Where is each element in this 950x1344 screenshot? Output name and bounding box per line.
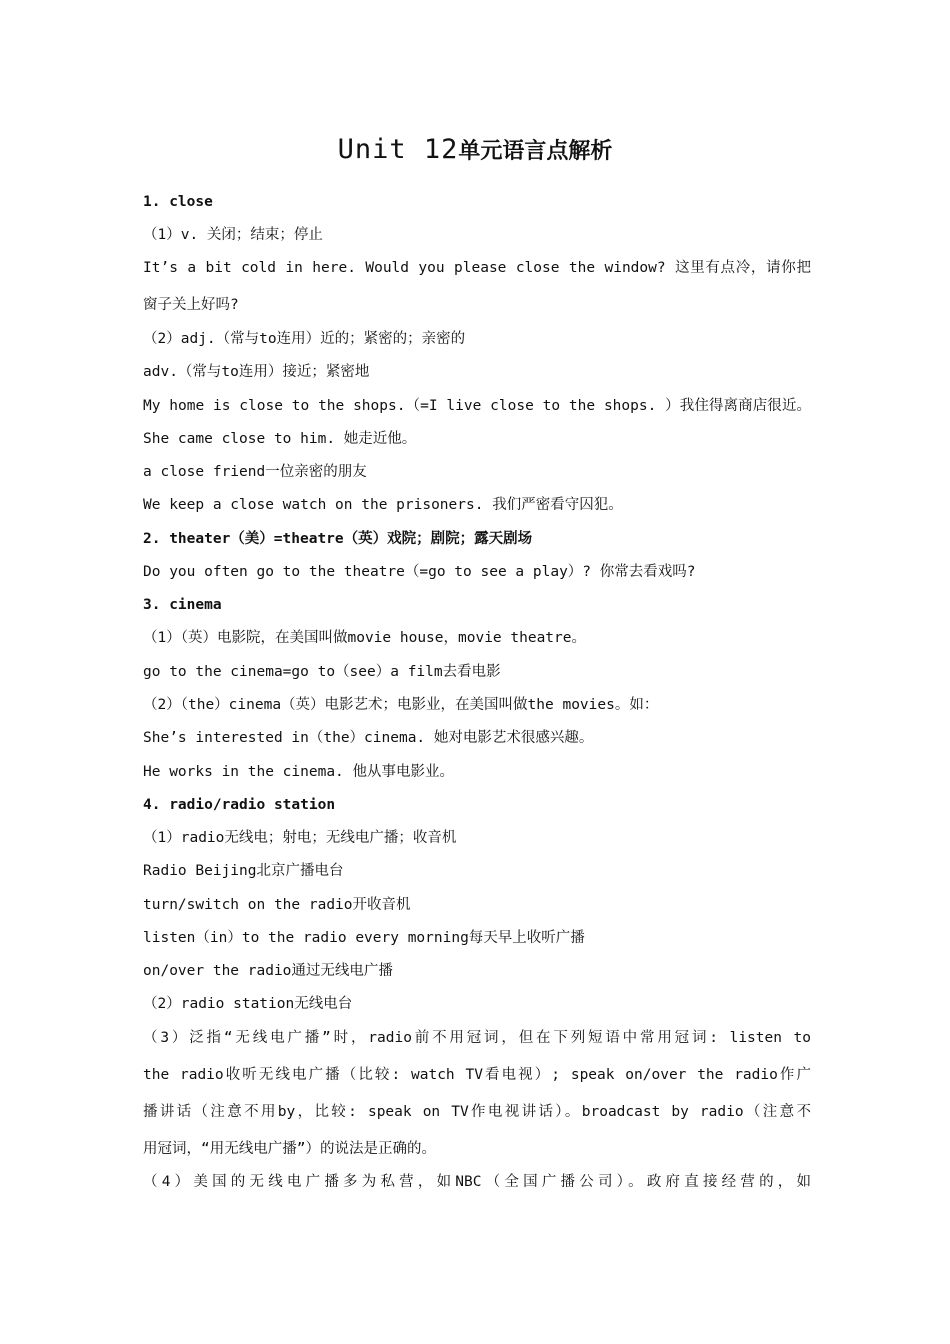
paragraph-line: go to the cinema=go to（see）a film去看电影 xyxy=(143,664,501,680)
paragraph-line: （1）（英）电影院，在美国叫做movie house，movie theatre。 xyxy=(143,630,586,646)
paragraph-line: （2）（the）cinema（英）电影艺术；电影业，在美国叫做the movies。如： xyxy=(143,697,659,713)
title-subtitle: 单元语言点解析 xyxy=(458,139,613,164)
paragraph-line: 窗子关上好吗? xyxy=(143,297,239,313)
paragraph-line: Do you often go to the theatre（=go to see a play）? 你常去看戏吗? xyxy=(143,564,696,580)
paragraph-line: on/over the radio通过无线电广播 xyxy=(143,963,393,979)
paragraph-line: We keep a close watch on the prisoners. 我们严密看守囚犯。 xyxy=(143,497,623,513)
paragraph-line: Radio Beijing北京广播电台 xyxy=(143,863,344,879)
title-unit: Unit 12 xyxy=(337,134,459,165)
paragraph-line: She’s interested in（the）cinema. 她对电影艺术很感兴趣。 xyxy=(143,730,594,746)
paragraph-line: listen（in）to the radio every morning每天早上收听广播 xyxy=(143,930,585,946)
heading-theater: 2. theater（美）=theatre（英）戏院；剧院；露天剧场 xyxy=(143,531,533,547)
paragraph-line: （1）radio无线电；射电；无线电广播；收音机 xyxy=(143,830,457,846)
paragraph-line: 用冠词，“用无线电广播”）的说法是正确的。 xyxy=(143,1141,436,1157)
paragraph-line: My home is close to the shops.（=I live close to the shops. ）我住得离商店很近。 xyxy=(143,398,811,414)
paragraph-line: （4）美国的无线电广播多为私营，如NBC（全国广播公司）。政府直接经营的，如 xyxy=(143,1174,811,1190)
paragraph-line: She came close to him. 她走近他。 xyxy=(143,431,417,447)
paragraph-line: 播讲话（注意不用by，比较: speak on TV作电视讲话）。broadcast by radio（注意不 xyxy=(143,1104,811,1120)
paragraph-line: turn/switch on the radio开收音机 xyxy=(143,897,411,913)
paragraph-line: （2）adj.（常与to连用）近的；紧密的；亲密的 xyxy=(143,331,466,347)
heading-radio: 4. radio/radio station xyxy=(143,797,336,813)
paragraph-line: （3）泛指“无线电广播”时，radio前不用冠词，但在下列短语中常用冠词: listen to xyxy=(143,1030,811,1046)
heading-close: 1. close xyxy=(143,194,213,210)
paragraph-line: adv.（常与to连用）接近；紧密地 xyxy=(143,364,370,380)
paragraph-line: He works in the cinema. 他从事电影业。 xyxy=(143,764,455,780)
heading-cinema: 3. cinema xyxy=(143,597,222,613)
paragraph-line: （2）radio station无线电台 xyxy=(143,996,353,1012)
paragraph-line: （1）v. 关闭；结束；停止 xyxy=(143,227,323,243)
paragraph-line: It’s a bit cold in here. Would you please close the window? 这里有点冷，请你把 xyxy=(143,260,811,276)
paragraph-line: the radio收听无线电广播（比较: watch TV看电视）; speak on/over the radio作广 xyxy=(143,1067,811,1083)
page-title xyxy=(0,132,950,170)
paragraph-line: a close friend一位亲密的朋友 xyxy=(143,464,367,480)
